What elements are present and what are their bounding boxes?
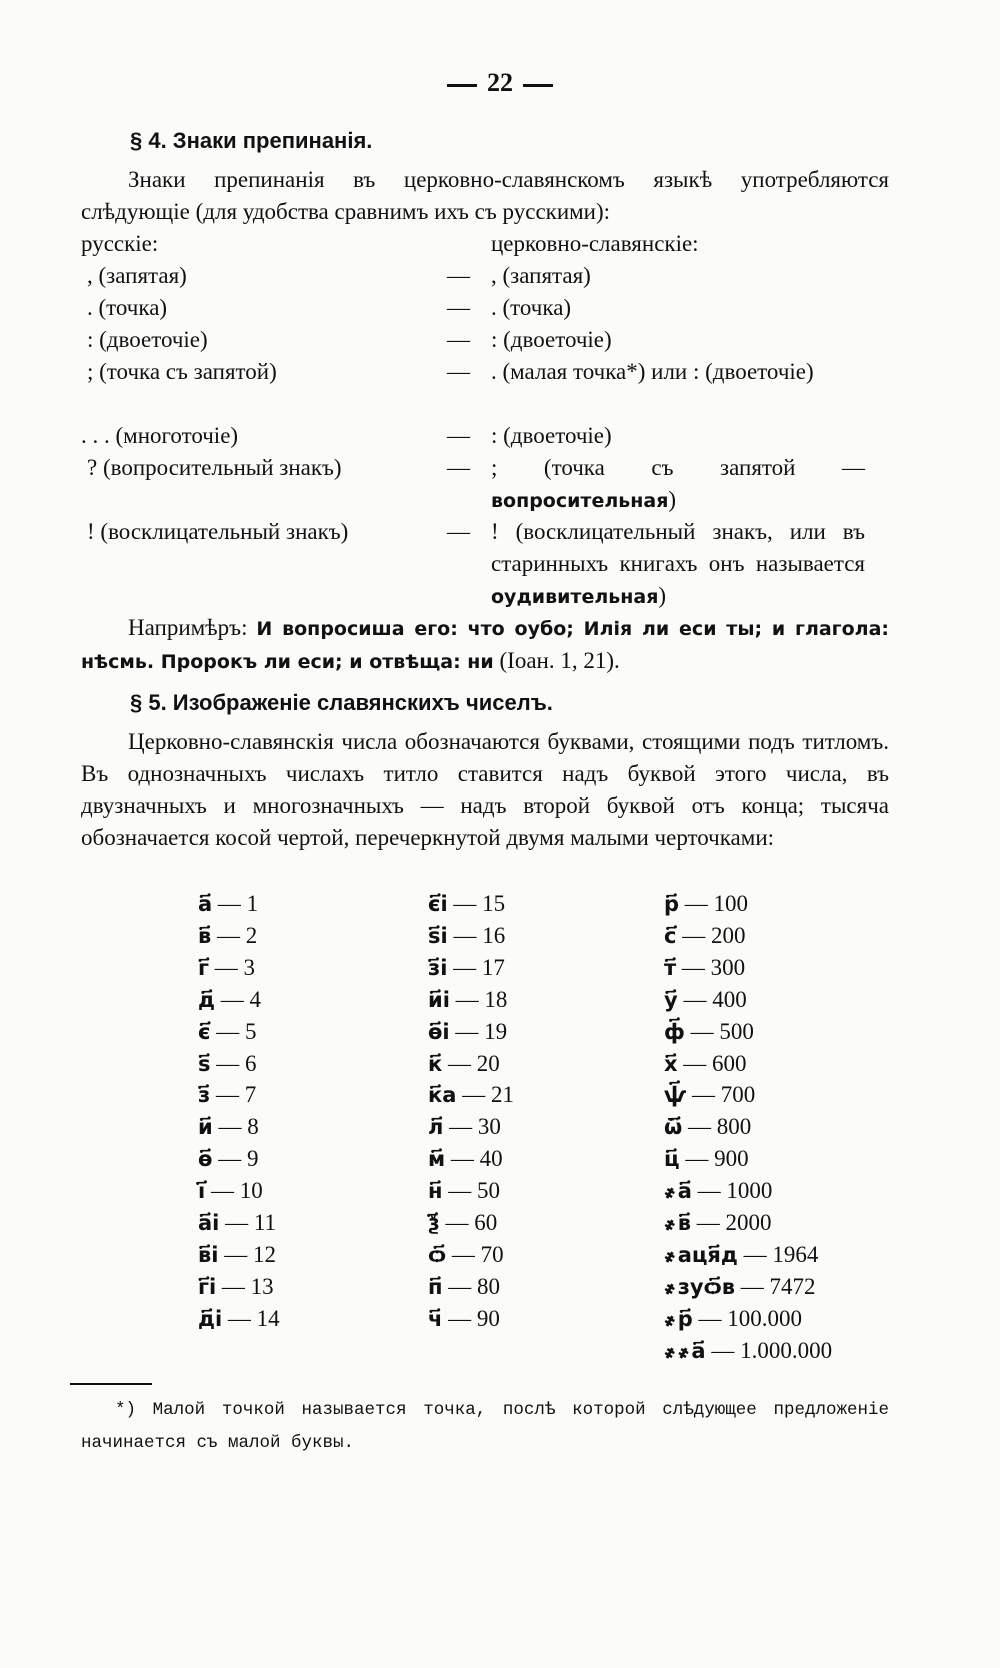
numeral-glyph: у҃: [664, 987, 678, 1012]
numeral-value: — 4: [214, 986, 261, 1012]
numeral-value: — 500: [684, 1018, 754, 1044]
numeral-glyph: и҃: [198, 1115, 213, 1140]
numeral-col2-13: [428, 1303, 500, 1335]
numeral-glyph: к҃а: [428, 1083, 457, 1108]
numeral-value: — 7: [210, 1082, 257, 1108]
numeral-glyph: ҂аця҃д: [664, 1242, 738, 1267]
dash-row-5: —: [447, 455, 470, 480]
numeral-col1-7: [198, 1111, 259, 1143]
example-label: Напримѣръ:: [128, 615, 248, 640]
numeral-glyph: с҃: [664, 923, 677, 948]
numeral-glyph: х҃: [664, 1051, 678, 1076]
numeral-glyph: ѱ҃: [664, 1083, 687, 1108]
numeral-value: — 70: [446, 1241, 504, 1267]
numeral-glyph: ч҃: [428, 1306, 443, 1331]
numeral-col1-2: [198, 952, 255, 984]
numeral-col1-4: [198, 1016, 256, 1048]
numeral-value: — 20: [442, 1050, 500, 1076]
numeral-col1-6: [198, 1079, 256, 1111]
cs-row-6-slavonic: оудивительная: [491, 586, 659, 608]
numeral-glyph: в҃і: [198, 1242, 219, 1267]
numeral-col2-12: [428, 1271, 500, 1303]
numeral-glyph: г҃і: [198, 1274, 217, 1299]
numeral-value: — 7472: [735, 1273, 816, 1299]
numeral-value: — 17: [447, 954, 505, 980]
numeral-col3-6: [664, 1079, 755, 1111]
section5-heading: § 5. Изображеніе славянскихъ чиселъ.: [130, 690, 553, 715]
dash-row-1: —: [447, 295, 470, 320]
cs-row-5-end: ): [668, 487, 677, 512]
numeral-glyph: н҃: [428, 1179, 443, 1204]
numeral-col2-3: [428, 984, 507, 1016]
numeral-value: — 6: [210, 1050, 257, 1076]
numeral-value: — 10: [205, 1178, 263, 1204]
numeral-value: — 19: [449, 1018, 508, 1044]
numeral-col1-12: [198, 1271, 274, 1303]
numeral-glyph: з҃і: [428, 955, 448, 980]
numeral-value: — 400: [677, 986, 747, 1012]
col-header-slavonic: церковно-славянскіе:: [491, 231, 699, 256]
numeral-glyph: д҃: [198, 987, 215, 1012]
numeral-value: — 50: [442, 1178, 501, 1204]
numeral-glyph: а҃і: [198, 1211, 220, 1235]
numeral-glyph: ф҃: [664, 1019, 685, 1044]
numeral-col3-4: [664, 1016, 754, 1048]
dash-row-6: —: [447, 519, 470, 544]
numeral-col2-11: [428, 1239, 504, 1271]
numeral-value: — 15: [447, 891, 506, 916]
dash-row-4: —: [447, 423, 470, 448]
numeral-col2-8: [428, 1143, 503, 1175]
numeral-glyph: ҂҂а҃: [664, 1338, 706, 1363]
numeral-glyph: ҂зуѻ҃в: [664, 1274, 735, 1299]
numeral-col1-8: [198, 1143, 258, 1175]
numeral-col3-3: [664, 984, 747, 1016]
numeral-col3-0: [664, 888, 748, 920]
cs-row-6-text: ! (восклицательный знакъ, или въ старинныхъ книгахъ онъ называется: [491, 519, 865, 576]
numeral-col2-2: [428, 952, 505, 984]
cs-row-1: . (точка): [491, 295, 572, 320]
numeral-value: — 80: [442, 1273, 501, 1299]
footnote-rule: [70, 1383, 152, 1385]
cs-row-6: [491, 516, 865, 613]
numeral-value: — 1: [212, 891, 259, 916]
numeral-col2-0: [428, 888, 505, 920]
numeral-value: — 13: [216, 1273, 274, 1299]
numeral-col3-1: [664, 920, 745, 952]
numeral-glyph: ѕ҃: [198, 1051, 211, 1076]
page-number-dash-left: [447, 84, 477, 87]
numeral-value: — 30: [443, 1114, 501, 1140]
numeral-glyph: д҃і: [198, 1306, 223, 1331]
numeral-value: — 90: [442, 1305, 500, 1331]
ru-row-4: . . . (многоточіе): [81, 423, 239, 448]
footnote: *) Малой точкой называется точка, послѣ которой слѣдующее предложеніе начинается съ малой буквы.: [81, 1400, 889, 1453]
numeral-col3-8: [664, 1143, 749, 1175]
numeral-col2-9: [428, 1175, 500, 1207]
numeral-glyph: ѳ҃: [198, 1147, 213, 1172]
numeral-value: — 700: [686, 1082, 756, 1108]
section5-intro: Церковно-славянскія числа обозначаются буквами, стоящими подъ титломъ. Въ однозначныхъ числахъ титло ставится надъ буквой этого числа, въ двузначныхъ и многозначныхъ — надъ второй буквой отъ конца; тысяча обозначается косой чертой, перечеркнутой двумя малыми черточками:: [81, 729, 889, 850]
numeral-col3-13: [664, 1303, 802, 1335]
numeral-col1-10: [198, 1207, 276, 1239]
section4-intro: Знаки препинанія въ церковно-славянскомъ языкѣ употребляются слѣдующіе (для удобства сравнимъ ихъ съ русскими):: [81, 167, 889, 224]
cs-row-6-end: ): [658, 583, 667, 608]
numeral-value: — 18: [449, 986, 508, 1012]
numeral-value: — 300: [676, 954, 746, 980]
numeral-glyph: т҃: [664, 955, 677, 980]
ru-row-3: ; (точка съ запятой): [87, 359, 277, 384]
numeral-value: — 2000: [691, 1210, 772, 1235]
numeral-glyph: ѕ҃і: [428, 923, 448, 948]
cs-row-2: : (двоеточіе): [491, 327, 612, 352]
page-number-dash-right: [523, 84, 553, 87]
page-number-text: 22: [487, 68, 513, 97]
numeral-glyph: є҃: [198, 1019, 211, 1044]
numeral-glyph: г҃: [198, 955, 209, 980]
numeral-glyph: к҃: [428, 1051, 443, 1076]
numeral-value: — 2: [211, 922, 258, 948]
ru-row-6: ! (восклицательный знакъ): [87, 519, 349, 544]
numeral-value: — 16: [447, 922, 506, 948]
numeral-col2-6: [428, 1079, 514, 1111]
example-ref: (Іоан. 1, 21).: [499, 648, 620, 673]
numeral-value: — 100: [679, 891, 749, 916]
numeral-col1-13: [198, 1303, 280, 1335]
numeral-glyph: ѯ҃: [428, 1211, 440, 1235]
numeral-col2-4: [428, 1016, 507, 1048]
numeral-value: — 9: [212, 1146, 259, 1172]
numeral-glyph: ц҃: [664, 1147, 680, 1172]
numeral-value: — 11: [219, 1210, 277, 1235]
numeral-glyph: ҂р҃: [664, 1306, 693, 1331]
numeral-col1-11: [198, 1239, 276, 1271]
numeral-col3-7: [664, 1111, 751, 1143]
numeral-value: — 14: [222, 1305, 280, 1331]
ru-row-0: , (запятая): [87, 263, 187, 288]
numeral-col3-5: [664, 1048, 747, 1080]
numeral-col2-5: [428, 1048, 500, 1080]
numeral-col2-10: [428, 1207, 497, 1239]
numeral-col1-5: [198, 1048, 257, 1080]
numeral-col3-9: [664, 1175, 772, 1207]
numeral-glyph: є҃і: [428, 892, 448, 916]
numeral-glyph: и҃і: [428, 987, 450, 1012]
numeral-glyph: м҃: [428, 1147, 446, 1172]
dash-row-2: —: [447, 327, 470, 352]
col-header-russian: русскіе:: [81, 231, 159, 256]
numeral-col1-3: [198, 984, 261, 1016]
numeral-col3-12: [664, 1271, 816, 1303]
numeral-col1-9: [198, 1175, 263, 1207]
numeral-glyph: а҃: [198, 892, 213, 916]
numeral-value: — 21: [456, 1082, 514, 1108]
numeral-glyph: п҃: [428, 1274, 443, 1299]
numeral-glyph: ѳ҃і: [428, 1019, 450, 1044]
numeral-glyph: і҃: [198, 1179, 206, 1204]
numeral-value: — 1000: [691, 1178, 773, 1204]
section4-heading: § 4. Знаки препинанія.: [130, 128, 373, 153]
numeral-value: — 12: [218, 1241, 276, 1267]
numeral-glyph: ҂а҃: [664, 1179, 692, 1204]
numeral-value: — 40: [445, 1146, 503, 1172]
numeral-value: — 1.000.000: [705, 1337, 833, 1363]
cs-row-3: . (малая точка*) или : (двоеточіе): [491, 359, 814, 384]
example-slavonic: И вопросиша его: что оубо; Илія ли еси ты; и глагола: нѣсмь. Пророкъ ли еси; и отвѣща: ни: [81, 618, 889, 673]
numeral-col3-10: [664, 1207, 772, 1239]
numeral-col1-1: [198, 920, 257, 952]
dash-row-0: —: [447, 263, 470, 288]
cs-row-5: [491, 452, 865, 517]
numeral-glyph: ѿ҃: [664, 1115, 683, 1140]
numeral-value: — 100.000: [692, 1305, 802, 1331]
numeral-col2-1: [428, 920, 505, 952]
numeral-col2-7: [428, 1111, 501, 1143]
numeral-col3-2: [664, 952, 745, 984]
ru-row-5: ? (вопросительный знакъ): [87, 455, 342, 480]
numeral-value: — 800: [682, 1114, 752, 1140]
numeral-value: — 200: [676, 922, 746, 948]
numeral-col1-0: [198, 888, 258, 920]
dash-row-3: —: [447, 359, 470, 384]
example-paragraph: [81, 612, 889, 678]
numeral-glyph: з҃: [198, 1083, 211, 1108]
numeral-value: — 60: [439, 1210, 498, 1235]
numeral-value: — 1964: [737, 1241, 819, 1267]
numeral-glyph: р҃: [664, 892, 680, 916]
numeral-value: — 8: [212, 1114, 259, 1140]
cs-row-4: : (двоеточіе): [491, 423, 612, 448]
cs-row-5-text: ; (точка съ запятой —: [491, 455, 865, 480]
numeral-glyph: ѻ҃: [428, 1242, 447, 1267]
numeral-value: — 3: [208, 954, 255, 980]
cs-row-0: , (запятая): [491, 263, 591, 288]
numeral-glyph: л҃: [428, 1115, 444, 1140]
numeral-glyph: ҂в҃: [664, 1211, 691, 1235]
numeral-col3-11: [664, 1239, 818, 1271]
numeral-value: — 5: [210, 1018, 257, 1044]
cs-row-5-slavonic: вопросительная: [491, 490, 669, 512]
ru-row-2: : (двоеточіе): [87, 327, 208, 352]
ru-row-1: . (точка): [87, 295, 168, 320]
numeral-glyph: в҃: [198, 923, 212, 948]
numeral-col3-14: [664, 1335, 832, 1367]
numeral-value: — 600: [677, 1050, 747, 1076]
numeral-value: — 900: [679, 1146, 749, 1172]
page-number: [0, 68, 1000, 98]
